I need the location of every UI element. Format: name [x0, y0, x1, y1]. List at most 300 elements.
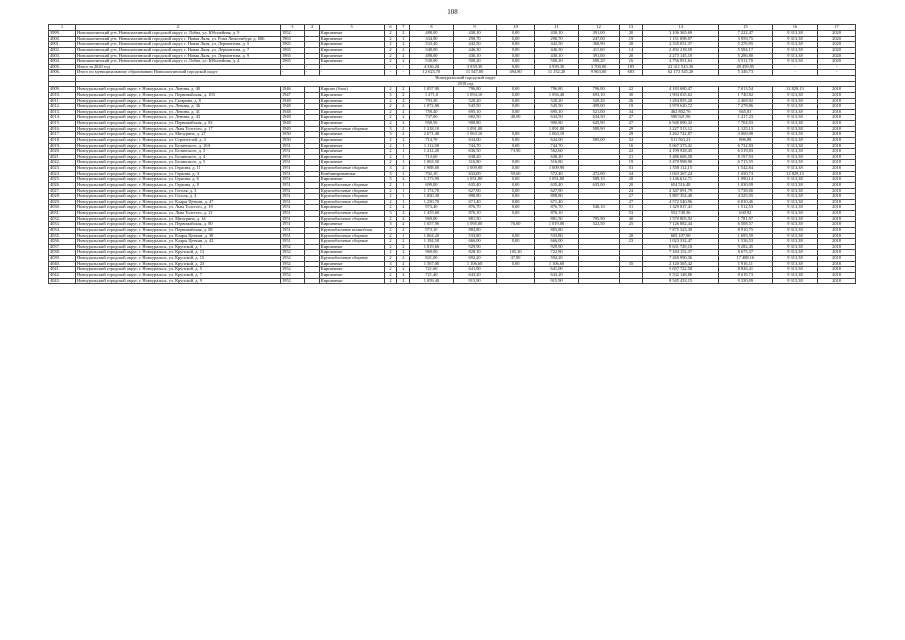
table-cell: 0,00: [496, 194, 535, 200]
table-cell: 1: [397, 143, 410, 149]
table-cell: 641,00: [453, 267, 496, 273]
column-number: 16: [772, 25, 817, 31]
table-cell: 0,00: [496, 233, 535, 239]
table-cell: 4015.: [49, 121, 76, 127]
table-cell: 1951: [280, 233, 304, 239]
table-cell: Крупноблочные сборные: [319, 126, 384, 132]
table-cell: 1951: [280, 171, 304, 177]
table-cell: 9 863,00: [578, 70, 619, 76]
table-cell: 2020: [818, 36, 856, 42]
table-cell: 4037.: [49, 244, 76, 250]
table-cell: 4013.: [49, 109, 76, 115]
table-cell: 958,50: [410, 121, 453, 127]
table-cell: 1 072,80: [410, 104, 453, 110]
table-cell: 290,70: [453, 36, 496, 42]
table-cell: 4039.: [49, 256, 76, 262]
table-cell: 2018: [818, 216, 856, 222]
table-cell: 898,80: [453, 194, 496, 200]
table-cell: 876,70: [535, 205, 578, 211]
table-cell: 3: [384, 211, 397, 217]
table-cell: 4003.: [49, 53, 76, 59]
table-cell: 533,80: [535, 233, 578, 239]
table-cell: 29: [619, 132, 643, 138]
table-cell: 9 313,38: [772, 47, 817, 53]
table-cell: 4029.: [49, 199, 76, 205]
column-number: 4: [304, 25, 319, 31]
table-cell: 2: [384, 31, 397, 37]
table-cell: 9 313,38: [772, 177, 817, 183]
table-cell: 1 284 855,20: [643, 98, 719, 104]
table-cell: 2020: [818, 53, 856, 59]
table-cell: 630,92: [718, 211, 772, 217]
table-cell: 488,00: [410, 53, 453, 59]
table-cell: 2: [384, 154, 397, 160]
table-cell: 2: [397, 267, 410, 273]
table-cell: 9 313,38: [772, 149, 817, 155]
table-cell: 545,50: [535, 104, 578, 110]
table-cell: 1 830,30: [410, 194, 453, 200]
address-cell: Новоуральский городской округ, г. Новоуральск, ул. Первомайская, д. 103: [75, 92, 280, 98]
table-cell: 2: [384, 239, 397, 245]
table-cell: 7 222,47: [718, 31, 772, 37]
table-cell: 1951: [280, 188, 304, 194]
table-cell: 2: [397, 126, 410, 132]
table-cell: 1 043 267,24: [643, 171, 719, 177]
table-cell: 391,00: [578, 53, 619, 59]
table-cell: 1951: [280, 239, 304, 245]
table-cell: 1: [397, 188, 410, 194]
table-cell: 929,90: [453, 244, 496, 250]
table-cell: 1951: [280, 216, 304, 222]
table-cell: 796,80: [535, 87, 578, 93]
table-cell: 530,00: [410, 59, 453, 65]
table-cell: 2018: [818, 154, 856, 160]
table-cell: 883,80: [453, 227, 496, 233]
address-cell: Новоуральский городской округ, г. Новоуральск, ул. Мичурина, д. 27: [75, 132, 280, 138]
table-cell: 27: [619, 115, 643, 121]
table-cell: 9 313,38: [772, 160, 817, 166]
table-cell: 499,00: [578, 104, 619, 110]
table-cell: 4000.: [49, 36, 76, 42]
table-cell: 3 700,00: [578, 64, 619, 70]
table-cell: 2: [397, 177, 410, 183]
table-cell: 35: [619, 261, 643, 267]
table-cell: 636,50: [453, 149, 496, 155]
table-cell: 24: [619, 188, 643, 194]
table-cell: 27: [619, 194, 643, 200]
table-cell: 11 152,20: [535, 70, 578, 76]
table-cell: -: [384, 64, 397, 70]
table-cell: 2 347 091,79: [643, 188, 719, 194]
table-cell: 3 959,75: [718, 36, 772, 42]
table-cell: [578, 278, 619, 284]
table-cell: 2: [384, 216, 397, 222]
table-cell: 0,00: [496, 47, 535, 53]
table-cell: 1: [397, 149, 410, 155]
page-number: 108: [447, 8, 458, 16]
table-cell: 545,50: [453, 104, 496, 110]
table-cell: 19: [619, 36, 643, 42]
table-cell: 2018: [818, 171, 856, 177]
address-cell: Новоуральский городской округ, г. Новоуральск, ул. Белинского, д. 3: [75, 149, 280, 155]
table-cell: 721,40: [410, 272, 453, 278]
table-cell: 1 218,10: [410, 126, 453, 132]
table-cell: 368,90: [578, 42, 619, 48]
table-cell: 2: [397, 87, 410, 93]
table-cell: Кирпичные: [319, 250, 384, 256]
table-cell: 1 019,60: [410, 244, 453, 250]
table-cell: 795,90: [578, 216, 619, 222]
table-cell: 585,00: [578, 137, 619, 143]
table-cell: 4034.: [49, 227, 76, 233]
table-cell: Кирпичные: [319, 205, 384, 211]
table-cell: 28: [619, 177, 643, 183]
table-cell: Кирпичные: [319, 137, 384, 143]
table-cell: 2018: [818, 160, 856, 166]
table-cell: 1: [397, 154, 410, 160]
table-cell: 62 173 345,20: [643, 70, 719, 76]
table-cell: 9 313,38: [772, 126, 817, 132]
table-cell: 915,90: [535, 278, 578, 284]
table-cell: 9 313,38: [772, 42, 817, 48]
table-cell: 3: [384, 222, 397, 228]
table-cell: -: [384, 70, 397, 76]
table-cell: 1 146 612,71: [643, 177, 719, 183]
table-cell: 2: [384, 42, 397, 48]
table-cell: 5 584,17: [718, 47, 772, 53]
table-cell: 4 183 680,47: [643, 87, 719, 93]
table-cell: 47,80: [496, 256, 535, 262]
table-cell: 876,70: [453, 205, 496, 211]
table-cell: 1 904 635,62: [643, 92, 719, 98]
table-cell: 1 212,20: [410, 149, 453, 155]
table-cell: 4006.: [49, 70, 76, 76]
table-cell: 4014.: [49, 115, 76, 121]
table-cell: 9 313,38: [772, 154, 817, 160]
table-cell: 3 069,08: [718, 132, 772, 138]
table-cell: 2: [397, 42, 410, 48]
table-cell: 2018: [818, 211, 856, 217]
table-cell: 2: [384, 59, 397, 65]
table-cell: 30: [619, 92, 643, 98]
table-cell: 2018: [818, 109, 856, 115]
table-cell: 488,00: [410, 31, 453, 37]
table-cell: 1948: [280, 104, 304, 110]
table-cell: 5 511,70: [718, 59, 772, 65]
address-cell: Новоуральский городской округ, г. Новоуральск, ул. Крупской, д. 9: [75, 278, 280, 284]
table-cell: 1946: [280, 87, 304, 93]
address-cell: Итого по муниципальному образованию Новошахтинский городской округ: [75, 70, 280, 76]
table-cell: 391,00: [578, 31, 619, 37]
table-cell: 7 260 990,36: [643, 256, 719, 262]
table-cell: 721,60: [410, 267, 453, 273]
table-cell: 2018: [818, 227, 856, 233]
table-cell: 1 106,60: [453, 261, 496, 267]
table-row: [49, 278, 856, 284]
table-cell: 9 313,38: [772, 109, 817, 115]
table-cell: 546,10: [578, 205, 619, 211]
table-cell: 0,00: [496, 87, 535, 93]
table-cell: 632,00: [453, 171, 496, 177]
address-cell: Новоуральский городской округ, г. Новоуральск, ул. Клары Цеткин, д. 42: [75, 239, 280, 245]
column-number: 15: [718, 25, 772, 31]
table-cell: 247,00: [578, 36, 619, 42]
table-cell: Крупноблочные сборные: [319, 199, 384, 205]
table-cell: 0,00: [496, 53, 535, 59]
table-cell: 6 519,83: [718, 149, 772, 155]
table-cell: 4 199 928,45: [643, 149, 719, 155]
address-cell: Новоуральский городской округ, г. Новоуральск, ул. Белинского, д. 5: [75, 160, 280, 166]
table-cell: 2: [397, 92, 410, 98]
table-cell: 2: [397, 132, 410, 138]
table-cell: 9 313,38: [772, 92, 817, 98]
table-cell: -: [280, 70, 304, 76]
table-cell: 1963: [280, 36, 304, 42]
table-cell: 0,00: [496, 261, 535, 267]
address-cell: Новоуральский городской округ, г. Новоуральск, ул. Гераина, д. 6: [75, 177, 280, 183]
table-cell: 4009.: [49, 87, 76, 93]
table-cell: 883,80: [535, 227, 578, 233]
table-cell: 53: [619, 211, 643, 217]
table-cell: 2: [384, 278, 397, 284]
table-cell: Кирпичные: [319, 109, 384, 115]
table-cell: 641,00: [535, 267, 578, 273]
table-cell: 3: [384, 166, 397, 172]
table-cell: 1 112,00: [410, 143, 453, 149]
table-cell: 4033.: [49, 222, 76, 228]
table-cell: 9 313,38: [772, 278, 817, 284]
table-cell: 9 313,38: [772, 132, 817, 138]
address-cell: Новошахтинский р-н, Новошахтинский городской округ, г. Новая Ляля, ул. Лермонтова, д. 5: [75, 42, 280, 48]
table-cell: 1: [397, 171, 410, 177]
table-cell: 25: [619, 222, 643, 228]
table-cell: 973,40: [410, 205, 453, 211]
table-cell: 8 545 433,15: [643, 278, 719, 284]
table-cell: 7 013,54: [718, 87, 772, 93]
table-cell: 0,00: [496, 36, 535, 42]
table-cell: 17 488,16: [718, 256, 772, 262]
table-cell: 9 313,38: [772, 98, 817, 104]
table-cell: 1 542,84: [718, 166, 772, 172]
table-cell: 1: [397, 182, 410, 188]
table-cell: 4019.: [49, 143, 76, 149]
table-cell: 1 558 112,15: [643, 166, 719, 172]
table-cell: 0,00: [496, 92, 535, 98]
table-cell: 4042.: [49, 272, 76, 278]
table-cell: 4026.: [49, 182, 76, 188]
table-cell: 2: [384, 121, 397, 127]
table-cell: 9 313,38: [772, 256, 817, 262]
table-cell: 334,90: [410, 36, 453, 42]
table-cell: 4041.: [49, 267, 76, 273]
table-cell: 22 311 543,30: [643, 64, 719, 70]
table-cell: 2: [384, 205, 397, 211]
housing-register-table: [48, 24, 856, 284]
table-cell: 2018: [818, 278, 856, 284]
table-cell: 520,20: [578, 98, 619, 104]
table-cell: 1 174,70: [410, 188, 453, 194]
table-cell: 713,60: [410, 154, 453, 160]
table-cell: 552 749,36: [643, 211, 719, 217]
table-cell: Кирпичные: [319, 42, 384, 48]
table-cell: 4036.: [49, 239, 76, 245]
table-cell: 9 313,38: [772, 143, 817, 149]
table-cell: 1965: [280, 42, 304, 48]
table-cell: 4032.: [49, 216, 76, 222]
table-cell: 1: [397, 160, 410, 166]
table-cell: 2: [384, 244, 397, 250]
table-cell: 19: [619, 160, 643, 166]
address-cell: Новошахтинский р-н, Новошахтинский городской округ, п. Лобва, ул. Юбилейная, д. 9: [75, 31, 280, 37]
table-cell: 0,00: [496, 137, 535, 143]
table-cell: 2: [397, 31, 410, 37]
table-cell: 1 250,70: [410, 199, 453, 205]
table-cell: 3 970 620,72: [643, 104, 719, 110]
table-cell: 4035.: [49, 233, 76, 239]
table-cell: 695,10: [535, 109, 578, 115]
address-cell: Новоуральский городской округ, г. Новоуральск, ул. Мичурина, д. 34: [75, 216, 280, 222]
table-cell: 1 512,53: [718, 205, 772, 211]
table-cell: 915,90: [453, 278, 496, 284]
table-cell: 2 469,92: [718, 98, 772, 104]
table-cell: 516,80: [453, 160, 496, 166]
table-cell: 3999.: [49, 31, 76, 37]
table-cell: 1952: [280, 267, 304, 273]
table-cell: 605 107,90: [643, 233, 719, 239]
table-cell: Крупноблочные сборные: [319, 211, 384, 217]
table-cell: 821,00: [410, 256, 453, 262]
table-cell: 2018: [818, 115, 856, 121]
table-cell: 0,00: [496, 211, 535, 217]
table-cell: 500,20: [578, 59, 619, 65]
table-cell: 4038.: [49, 250, 76, 256]
column-number: 3: [280, 25, 304, 31]
table-cell: 9 313,38: [772, 166, 817, 172]
table-cell: 881,50: [535, 216, 578, 222]
table-cell: 796,80: [453, 87, 496, 93]
table-cell: 2 335 051,37: [643, 42, 719, 48]
table-cell: 2: [397, 216, 410, 222]
table-cell: 9 313,38: [772, 59, 817, 65]
table-cell: 744,70: [453, 143, 496, 149]
table-cell: 671,40: [453, 199, 496, 205]
table-cell: 665,81: [718, 109, 772, 115]
table-cell: 49 459,95: [718, 64, 772, 70]
table-cell: 1952: [280, 250, 304, 256]
table-cell: 562,60: [535, 149, 578, 155]
table-cell: 0,00: [496, 177, 535, 183]
table-cell: 2: [397, 250, 410, 256]
table-cell: 1951: [280, 182, 304, 188]
table-cell: 2020: [818, 31, 856, 37]
table-cell: Кирпичные: [319, 121, 384, 127]
table-cell: 1 125,13: [718, 126, 772, 132]
table-cell: 4011.: [49, 98, 76, 104]
table-cell: 2: [397, 261, 410, 267]
table-cell: 1 916,11: [718, 261, 772, 267]
table-cell: Крупноблочные сборные: [319, 194, 384, 200]
table-cell: 0,00: [496, 42, 535, 48]
table-cell: 4024.: [49, 171, 76, 177]
address-cell: Новоуральский городской округ, г. Новоуральск, ул. Ленина, д. 36: [75, 104, 280, 110]
table-cell: 105,30: [496, 250, 535, 256]
table-cell: 9 313,38: [772, 205, 817, 211]
table-cell: Кирпич (блок): [319, 87, 384, 93]
address-cell: Новоуральский городской округ, г. Новоуральск, ул. Льва Толстого, д. 21: [75, 211, 280, 217]
table-cell: 2: [397, 205, 410, 211]
table-cell: 2018: [818, 132, 856, 138]
table-cell: 430,10: [453, 53, 496, 59]
table-cell: 589,90: [578, 126, 619, 132]
table-cell: 682,50: [453, 115, 496, 121]
table-cell: 4020.: [49, 149, 76, 155]
table-cell: Кирпичные: [319, 278, 384, 284]
table-cell: 1 094,10: [453, 92, 496, 98]
table-cell: 1 781,97: [718, 216, 772, 222]
table-cell: 2: [384, 227, 397, 233]
table-cell: 1947: [280, 92, 304, 98]
address-cell: Новоуральский городской округ, г. Новоуральск, ул. Гоголя, д. 3: [75, 188, 280, 194]
table-cell: 572,40: [535, 171, 578, 177]
column-number: 5: [319, 25, 384, 31]
address-cell: Новошахтинский р-н, Новошахтинский городской округ, г. Новая Ляля, ул. Лермонтова, д. 9: [75, 53, 280, 59]
table-cell: 2020: [818, 42, 856, 48]
table-cell: 654 516,48: [643, 182, 719, 188]
table-cell: 5 276,95: [718, 42, 772, 48]
table-cell: 2018: [818, 177, 856, 183]
address-cell: Новоуральский городской округ, г. Новоуральск, ул. Первомайская, д. 82: [75, 121, 280, 127]
address-cell: Новоуральский городской округ, г. Новоуральск, ул. Крупской, д. 15: [75, 256, 280, 262]
column-number: 7: [397, 25, 410, 31]
address-cell: Новоуральский городской округ, г. Новоуральск, ул. Первомайская, д. 88: [75, 227, 280, 233]
table-cell: 4043.: [49, 278, 76, 284]
table-cell: Крупноблочные шлакоблок: [319, 227, 384, 233]
table-cell: 666,00: [535, 239, 578, 245]
table-cell: 521,00: [578, 109, 619, 115]
table-cell: 1948: [280, 121, 304, 127]
table-cell: 520,20: [535, 98, 578, 104]
table-cell: 2: [397, 227, 410, 233]
table-cell: 693,10: [578, 92, 619, 98]
address-cell: Новоуральский городской округ, г. Новоуральск, ул. Клары Цеткин, д. 47: [75, 199, 280, 205]
table-cell: 6 810,46: [718, 199, 772, 205]
table-cell: 714,70: [410, 137, 453, 143]
column-number: 9: [453, 25, 496, 31]
table-cell: 1 536,53: [718, 239, 772, 245]
address-cell: Новоуральский городской округ, г. Новоуральск, ул. Льва Толстого, д. 19: [75, 205, 280, 211]
table-cell: 9 313,38: [772, 239, 817, 245]
table-cell: 1951: [280, 177, 304, 183]
table-cell: Крупноблочные сборные: [319, 256, 384, 262]
table-cell: 9 313,38: [772, 261, 817, 267]
table-cell: 793,30: [410, 98, 453, 104]
table-cell: 2018: [818, 87, 856, 93]
table-cell: 1: [397, 199, 410, 205]
table-cell: 430,10: [535, 31, 578, 37]
table-cell: 929,90: [535, 244, 578, 250]
table-cell: 5 532 148,86: [643, 272, 719, 278]
table-cell: 1 063,10: [453, 132, 496, 138]
table-cell: 23: [619, 239, 643, 245]
table-cell: 2: [384, 137, 397, 143]
table-cell: 2018: [818, 137, 856, 143]
table-cell: 695,10: [453, 109, 496, 115]
table-cell: 442,50: [535, 42, 578, 48]
table-cell: 1951: [280, 149, 304, 155]
table-cell: 494,80: [496, 70, 535, 76]
table-cell: 2: [384, 115, 397, 121]
table-cell: 7 704,93: [718, 121, 772, 127]
